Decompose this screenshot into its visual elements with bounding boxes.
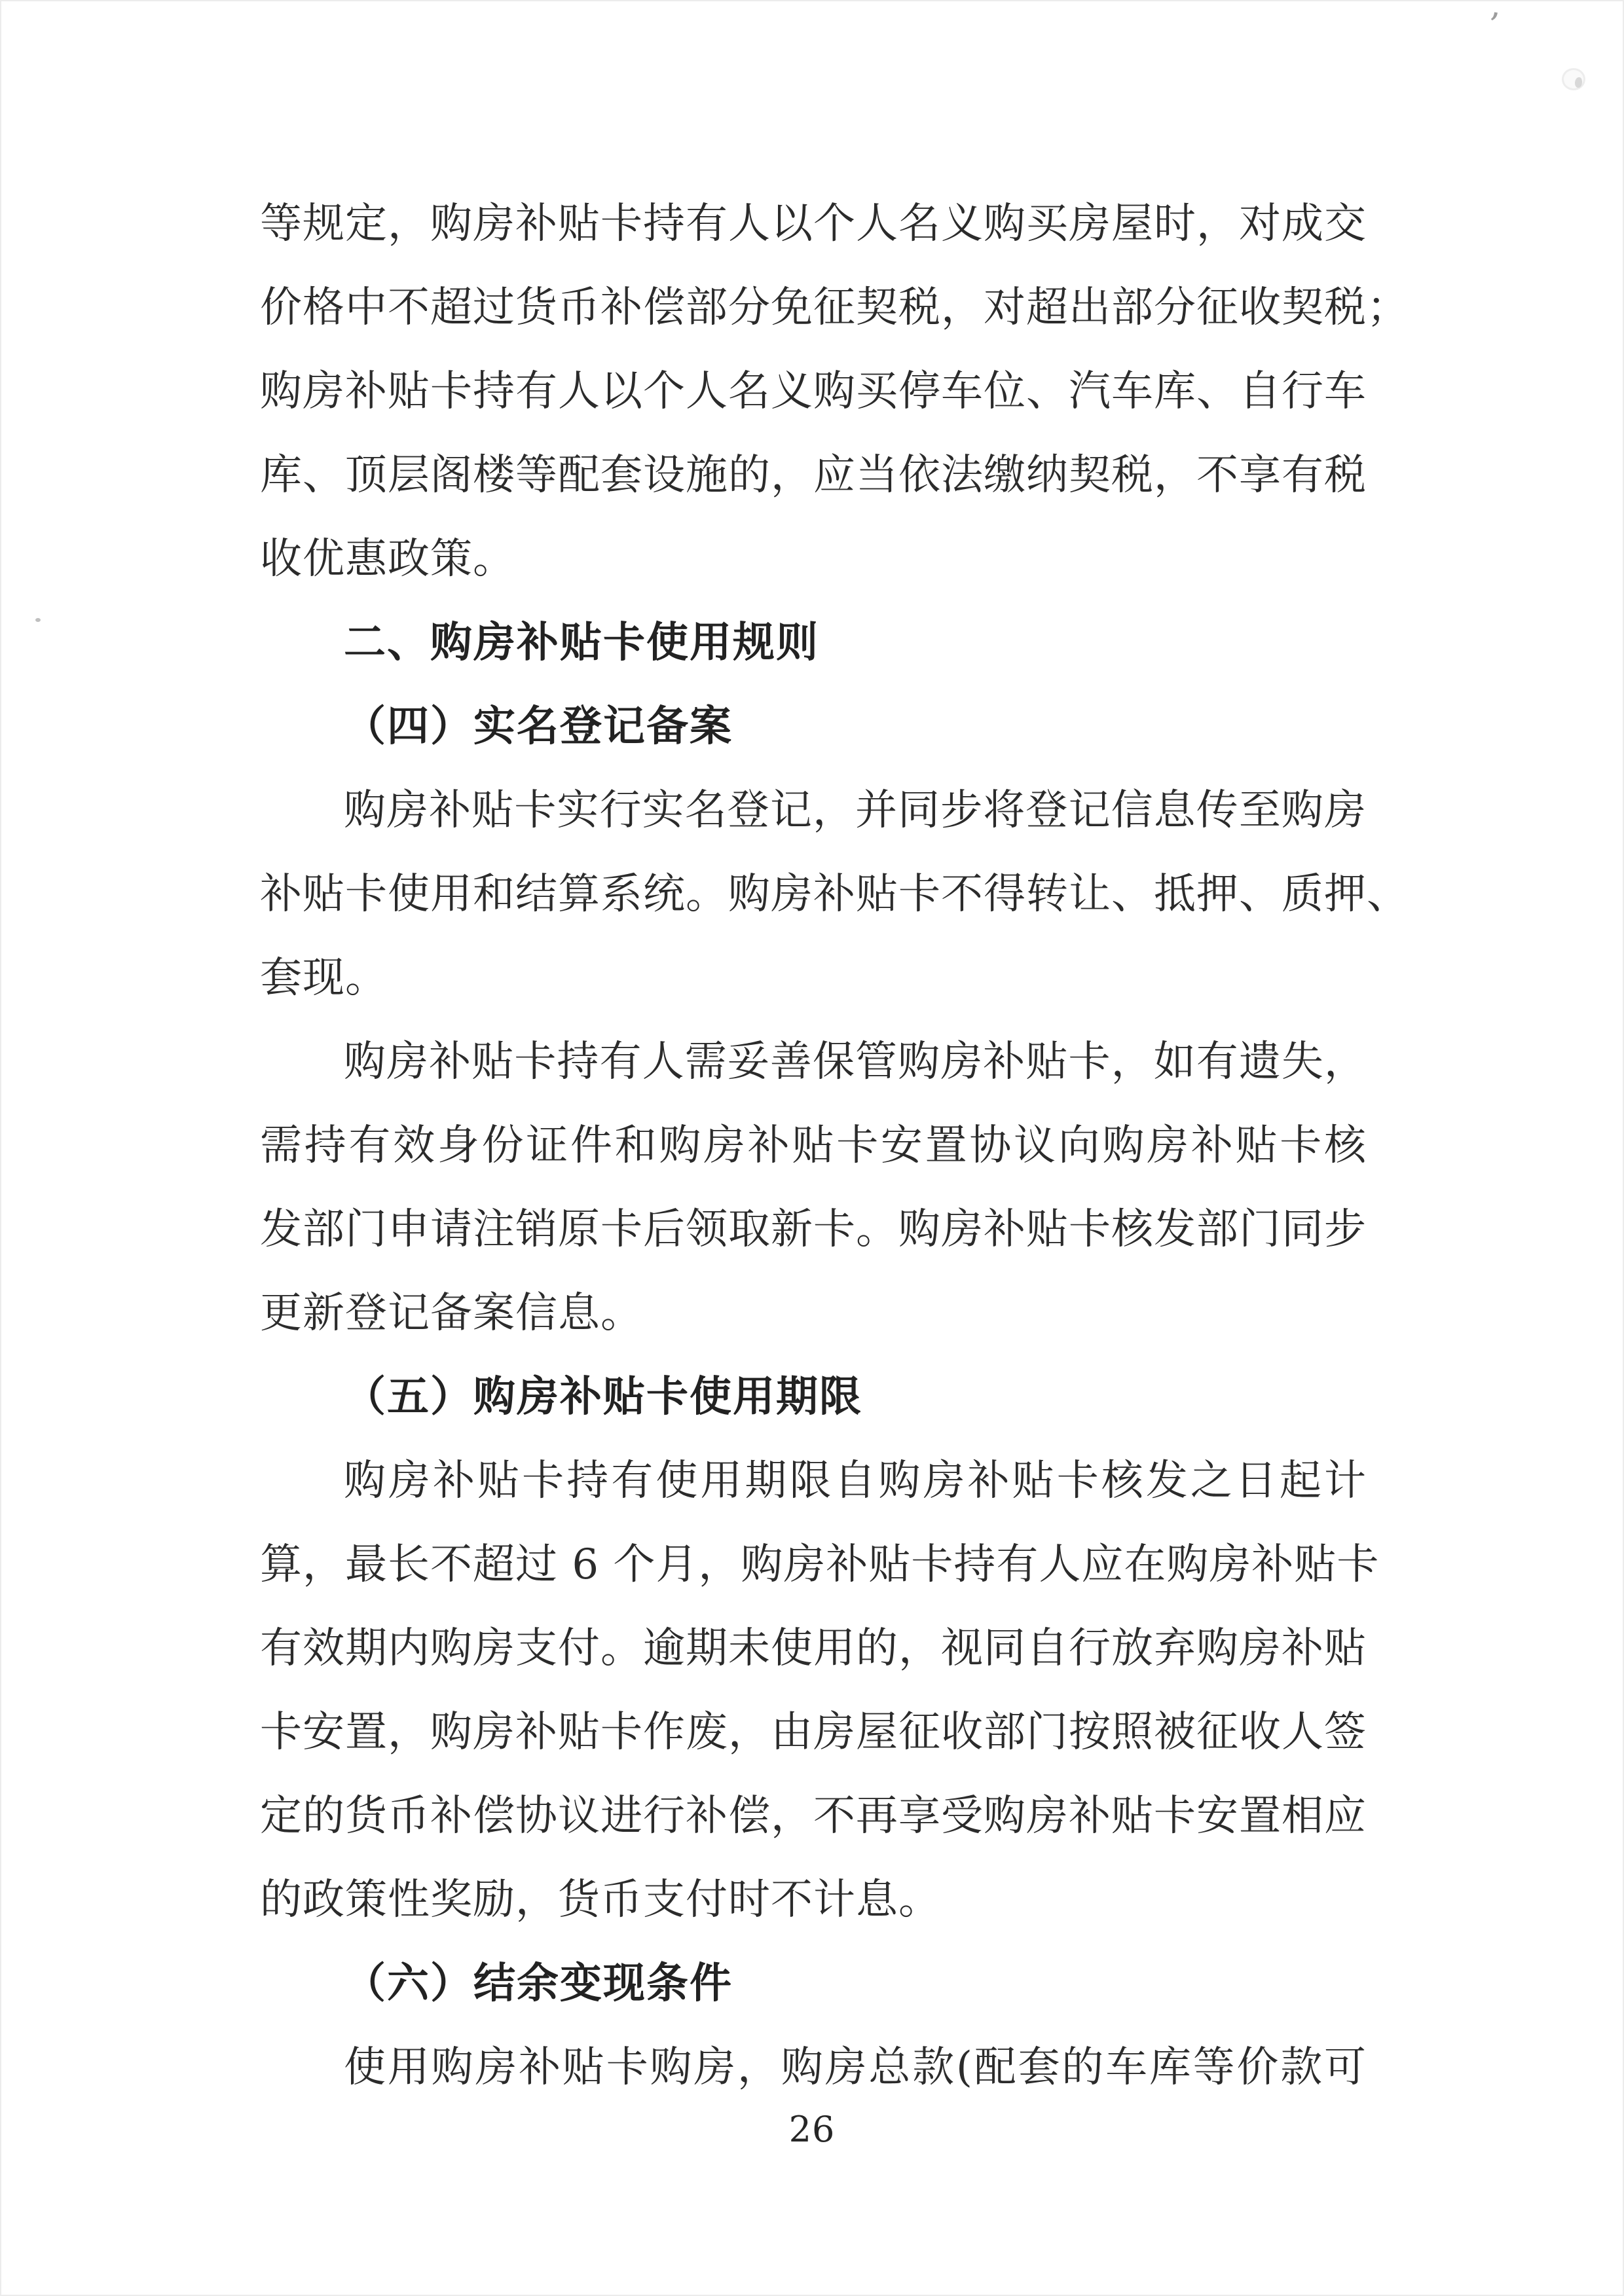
body-line: 卡安置，购房补贴卡作废，由房屋征收部门按照被征收人签 bbox=[260, 1708, 1367, 1757]
body-line: 补贴卡使用和结算系统。购房补贴卡不得转让、抵押、质押、 bbox=[260, 870, 1409, 919]
body-line: 算，最长不超过 6 个月，购房补贴卡持有人应在购房补贴卡 bbox=[260, 1540, 1380, 1589]
body-line: 有效期内购房支付。逾期未使用的，视同自行放弃购房补贴 bbox=[260, 1624, 1367, 1673]
body-line: 定的货币补偿协议进行补偿，不再享受购房补贴卡安置相应 bbox=[260, 1792, 1367, 1840]
body-line: 发部门申请注销原卡后领取新卡。购房补贴卡核发部门同步 bbox=[260, 1205, 1367, 1254]
scan-artifact-ring-mark bbox=[1575, 77, 1582, 88]
text-block bbox=[260, 182, 1409, 2109]
scan-artifact-ring bbox=[1562, 68, 1585, 90]
scan-artifact-tick: ʼ bbox=[1483, 6, 1500, 46]
body-line: 需持有效身份证件和购房补贴卡安置协议向购房补贴卡核 bbox=[260, 1121, 1367, 1170]
subsection-heading-5: （五）购房补贴卡使用期限 bbox=[344, 1373, 862, 1421]
body-line: 库、顶层阁楼等配套设施的，应当依法缴纳契税，不享有税 bbox=[260, 451, 1367, 500]
body-line: 购房补贴卡持有人需妥善保管购房补贴卡，如有遗失， bbox=[344, 1038, 1367, 1086]
body-line: 购房补贴卡持有使用期限自购房补贴卡核发之日起计 bbox=[344, 1457, 1367, 1505]
body-line: 的政策性奖励，货币支付时不计息。 bbox=[260, 1876, 941, 1924]
body-line: 收优惠政策。 bbox=[260, 535, 515, 583]
section-heading-2: 二、购房补贴卡使用规则 bbox=[344, 619, 819, 667]
page-number: 26 bbox=[788, 2109, 836, 2150]
scan-artifact-dot bbox=[35, 618, 41, 622]
body-line: 套现。 bbox=[260, 954, 388, 1002]
body-line: 使用购房补贴卡购房，购房总款(配套的车库等价款可 bbox=[344, 2043, 1367, 2092]
subsection-heading-6: （六）结余变现条件 bbox=[344, 1959, 733, 2008]
body-line: 等规定，购房补贴卡持有人以个人名义购买房屋时，对成交 bbox=[260, 200, 1367, 248]
body-line: 购房补贴卡持有人以个人名义购买停车位、汽车库、自行车 bbox=[260, 367, 1367, 416]
subsection-heading-4: （四）实名登记备案 bbox=[344, 702, 733, 751]
body-line: 购房补贴卡实行实名登记，并同步将登记信息传至购房 bbox=[344, 786, 1367, 835]
body-line: 价格中不超过货币补偿部分免征契税，对超出部分征收契税； bbox=[260, 283, 1409, 332]
body-line: 更新登记备案信息。 bbox=[260, 1289, 643, 1338]
